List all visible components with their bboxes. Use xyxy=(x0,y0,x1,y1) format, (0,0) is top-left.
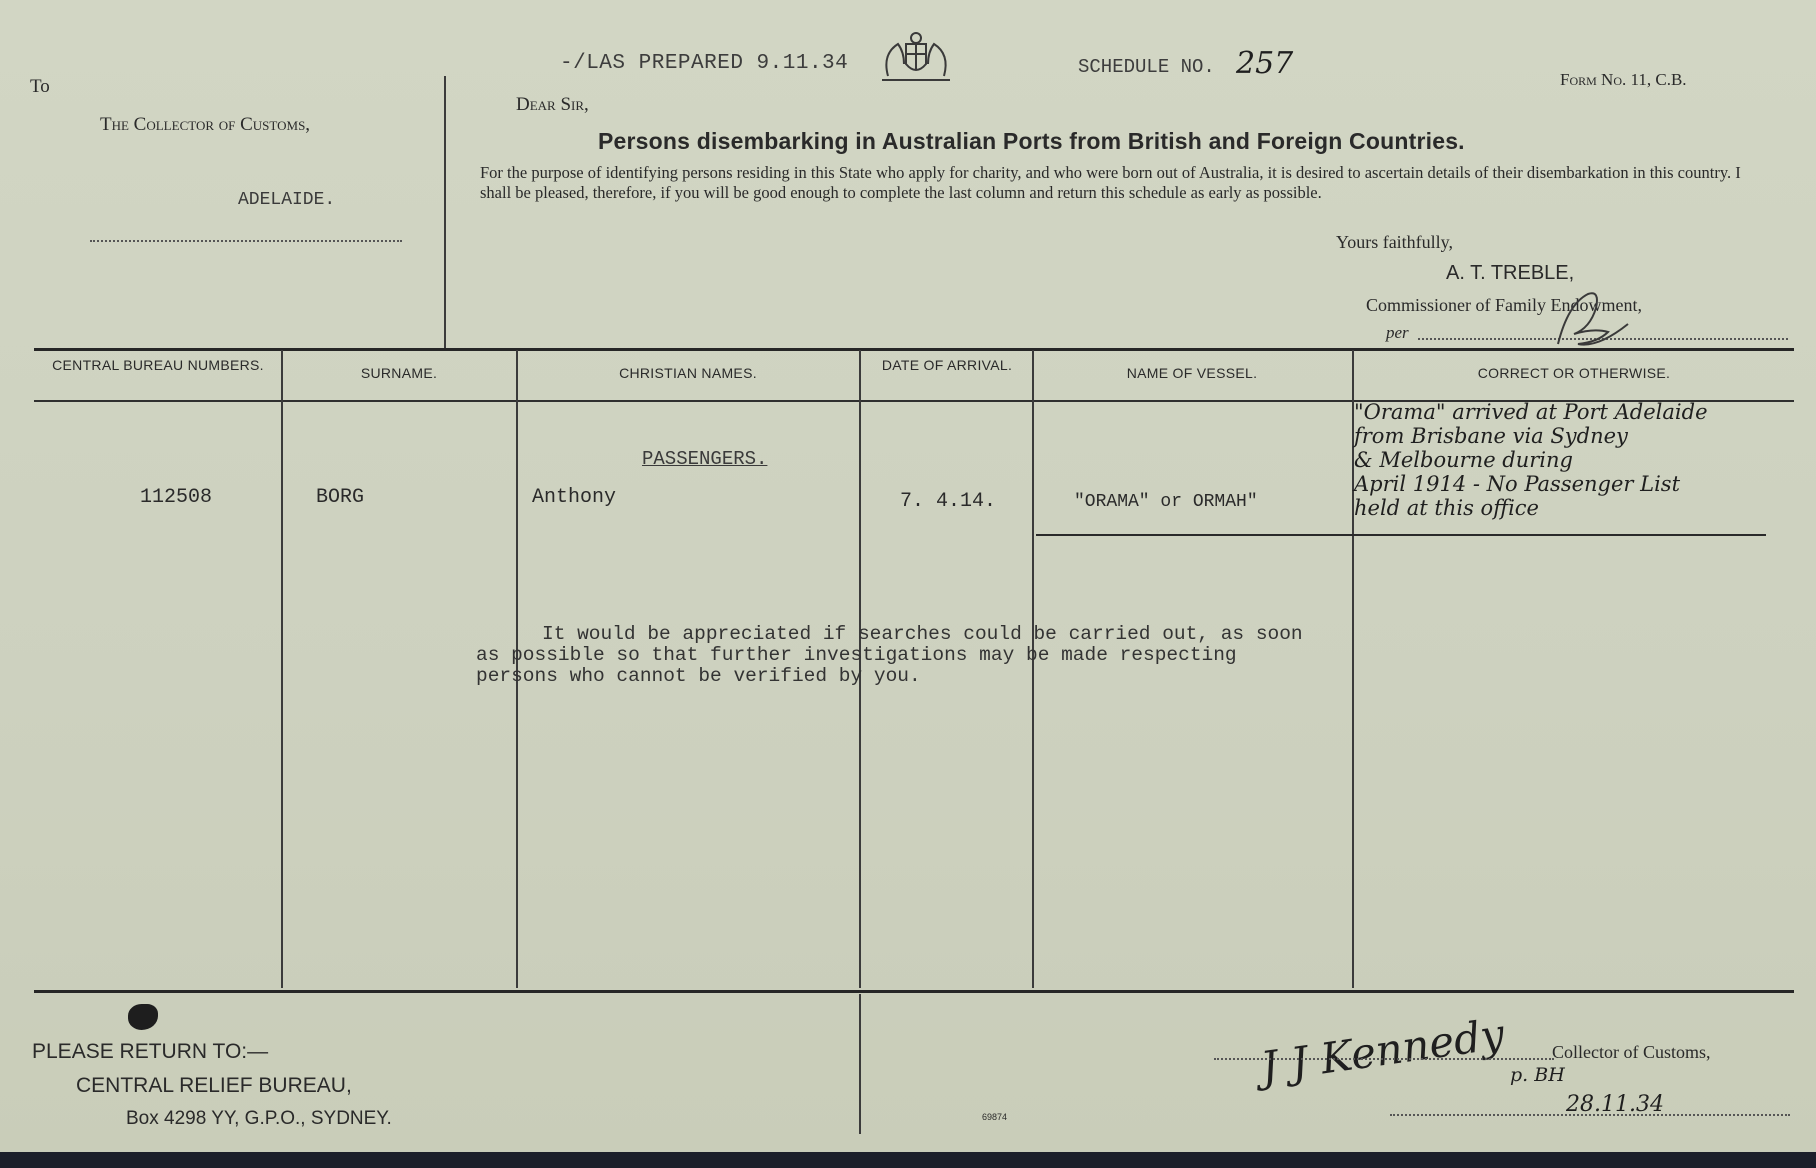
note-line: April 1914 - No Passenger List xyxy=(1354,472,1681,496)
per-label: per xyxy=(1386,323,1409,342)
signature-suffix: p. BH xyxy=(1510,1064,1565,1086)
handwritten-note xyxy=(1354,400,1794,520)
return-label: PLEASE RETURN TO:— xyxy=(32,1040,269,1063)
note-line: from Brisbane via Sydney xyxy=(1354,424,1628,448)
collector-label: Collector of Customs, xyxy=(1552,1042,1711,1062)
col-divider-1 xyxy=(281,350,283,988)
print-code: 69874 xyxy=(982,1112,1008,1122)
addressee-line1: The Collector of Customs, xyxy=(100,114,311,135)
bureau-address: Box 4298 YY, G.P.O., SYDNEY. xyxy=(126,1108,392,1129)
surname: BORG xyxy=(316,486,365,509)
bureau-name: CENTRAL RELIEF BUREAU, xyxy=(76,1074,352,1097)
to-block-divider xyxy=(444,76,446,348)
col-header-surname: SURNAME. xyxy=(360,365,438,381)
col-header-vessel: NAME OF VESSEL. xyxy=(1126,365,1258,381)
form-number: Form No. 11, C.B. xyxy=(1560,70,1687,89)
scan-edge xyxy=(0,1152,1816,1168)
closing: Yours faithfully, xyxy=(1336,232,1454,252)
note-line: held at this office xyxy=(1354,496,1539,520)
coat-of-arms-icon xyxy=(868,30,964,92)
col-header-correct-or-otherwise: CORRECT OR OTHERWISE. xyxy=(1477,365,1671,381)
schedule-number: 257 xyxy=(1236,46,1294,81)
date-dotted-line xyxy=(1390,1114,1790,1116)
col-header-bureau-numbers: CENTRAL BUREAU NUMBERS. xyxy=(52,357,264,373)
table-bottom-rule xyxy=(34,990,1794,993)
col-header-christian-names: CHRISTIAN NAMES. xyxy=(619,365,757,381)
to-label: To xyxy=(30,76,50,97)
typed-note-line: as possible so that further investigations may be made respecting xyxy=(476,644,1237,666)
footer-divider xyxy=(859,994,861,1134)
vessel-underline xyxy=(1036,534,1766,536)
form-title: Persons disembarking in Australian Ports from British and Foreign Countries. xyxy=(598,128,1465,154)
section-label: PASSENGERS. xyxy=(642,448,768,470)
date-of-arrival: 7. 4.14. xyxy=(900,490,997,513)
bureau-number: 112508 xyxy=(140,486,213,509)
collector-signature: J J Kennedy xyxy=(1257,1009,1508,1092)
col-header-date-of-arrival: DATE OF ARRIVAL. xyxy=(881,357,1013,373)
addressee-city: ADELAIDE. xyxy=(238,190,336,210)
letter-body: For the purpose of identifying persons residing in this State who apply for charity, and who were born out of Australia, it is desired to ascertain details of their disembarkation in this country. I shall be pleased, therefore, if you will be good enough to complete the last column and return this schedule as early as possible. xyxy=(480,163,1741,202)
signatory-title: Commissioner of Family Endowment, xyxy=(1366,295,1642,315)
signatory-name: A. T. TREBLE, xyxy=(1446,262,1575,284)
note-line: "Orama" arrived at Port Adelaide xyxy=(1354,400,1708,424)
note-line: & Melbourne during xyxy=(1354,448,1573,472)
prepared-stamp: -/LAS PREPARED 9.11.34 xyxy=(560,52,849,75)
christian-names: Anthony xyxy=(532,486,617,509)
handwritten-date: 28.11.34 xyxy=(1566,1092,1664,1117)
schedule-label: SCHEDULE NO. xyxy=(1078,56,1215,78)
typed-note-line: It would be appreciated if searches could be carried out, as soon xyxy=(542,623,1303,645)
address-dotted-line xyxy=(90,240,402,242)
signature-dotted-line xyxy=(1214,1058,1554,1060)
initials-signature-icon xyxy=(1540,284,1650,354)
typed-note xyxy=(476,624,1303,687)
vessel-name: "ORAMA" or ORMAH" xyxy=(1074,492,1258,512)
typed-note-line: persons who cannot be verified by you. xyxy=(476,665,921,687)
table-top-rule xyxy=(34,348,1794,351)
salutation: Dear Sir, xyxy=(516,94,589,115)
